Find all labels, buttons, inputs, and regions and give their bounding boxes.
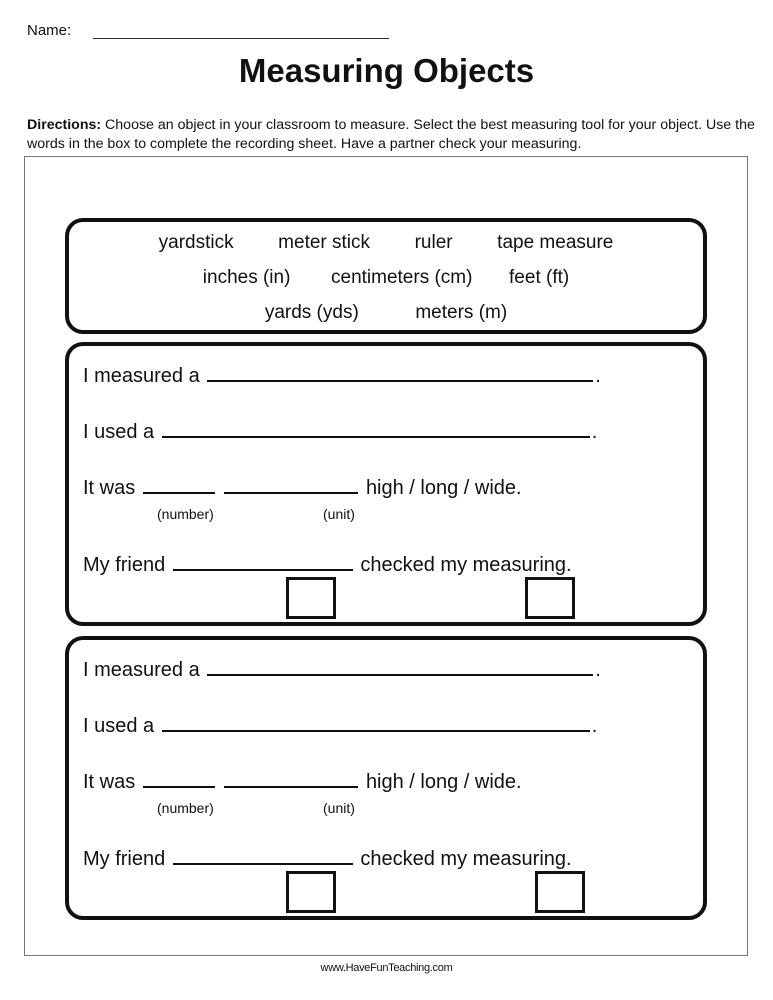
period: . [591, 715, 598, 737]
friend-line [83, 551, 572, 577]
word-bank-item: tape measure [497, 232, 614, 253]
number-hint: (number) [157, 506, 214, 522]
word-bank-item: ruler [414, 232, 453, 253]
friend-suffix: checked my measuring. [360, 848, 572, 870]
period: . [591, 421, 598, 443]
word-bank-item: meter stick [278, 232, 371, 253]
word-bank-row [69, 267, 703, 289]
name-label: Name: [27, 22, 72, 39]
word-bank-item: yards (yds) [264, 302, 359, 323]
footer-website: www.HaveFunTeaching.com [320, 962, 453, 974]
checkbox[interactable] [525, 577, 575, 619]
number-hint: (number) [157, 800, 214, 816]
directions-text: Choose an object in your classroom to measure. Select the best measuring tool for your object. Use the words in the box to complete the recording sheet. Have a partner check your measuring. [27, 117, 755, 152]
word-bank-item: centimeters (cm) [331, 267, 473, 288]
object-blank[interactable] [207, 362, 593, 382]
period: . [595, 365, 601, 387]
recording-card [65, 636, 707, 920]
measured-line [83, 362, 601, 388]
checkbox[interactable] [286, 577, 336, 619]
tool-label: I used a [83, 715, 155, 737]
number-blank[interactable] [143, 768, 215, 788]
tool-line [83, 712, 597, 738]
friend-blank[interactable] [173, 551, 353, 571]
unit-hint: (unit) [323, 800, 355, 816]
friend-label: My friend [83, 554, 166, 576]
word-bank-item: feet (ft) [509, 267, 570, 288]
measurement-label: It was [83, 477, 136, 499]
unit-blank[interactable] [224, 768, 358, 788]
measurement-line [83, 768, 522, 794]
word-bank-item: yardstick [158, 232, 234, 253]
word-bank-row [69, 302, 703, 324]
directions-label: Directions: [27, 117, 102, 133]
tool-line [83, 418, 597, 444]
tool-label: I used a [83, 421, 155, 443]
checkbox[interactable] [286, 871, 336, 913]
recording-card [65, 342, 707, 626]
dimension-options: high / long / wide. [365, 477, 522, 499]
name-row [27, 22, 389, 39]
period: . [595, 659, 601, 681]
friend-suffix: checked my measuring. [360, 554, 572, 576]
word-bank-row [69, 232, 703, 254]
friend-blank[interactable] [173, 845, 353, 865]
word-bank-item: meters (m) [415, 302, 508, 323]
object-blank[interactable] [207, 656, 593, 676]
measured-line [83, 656, 601, 682]
dimension-options: high / long / wide. [365, 771, 522, 793]
unit-hint: (unit) [323, 506, 355, 522]
friend-line [83, 845, 572, 871]
measurement-line [83, 474, 522, 500]
name-field[interactable] [93, 22, 389, 39]
word-bank-box [65, 218, 707, 334]
measured-label: I measured a [83, 659, 200, 681]
friend-label: My friend [83, 848, 166, 870]
unit-blank[interactable] [224, 474, 358, 494]
page-title: Measuring Objects [238, 52, 535, 89]
measured-label: I measured a [83, 365, 200, 387]
tool-blank[interactable] [162, 712, 590, 732]
checkbox[interactable] [535, 871, 585, 913]
tool-blank[interactable] [162, 418, 590, 438]
word-bank-item: inches (in) [202, 267, 291, 288]
number-blank[interactable] [143, 474, 215, 494]
directions [27, 116, 757, 154]
measurement-label: It was [83, 771, 136, 793]
